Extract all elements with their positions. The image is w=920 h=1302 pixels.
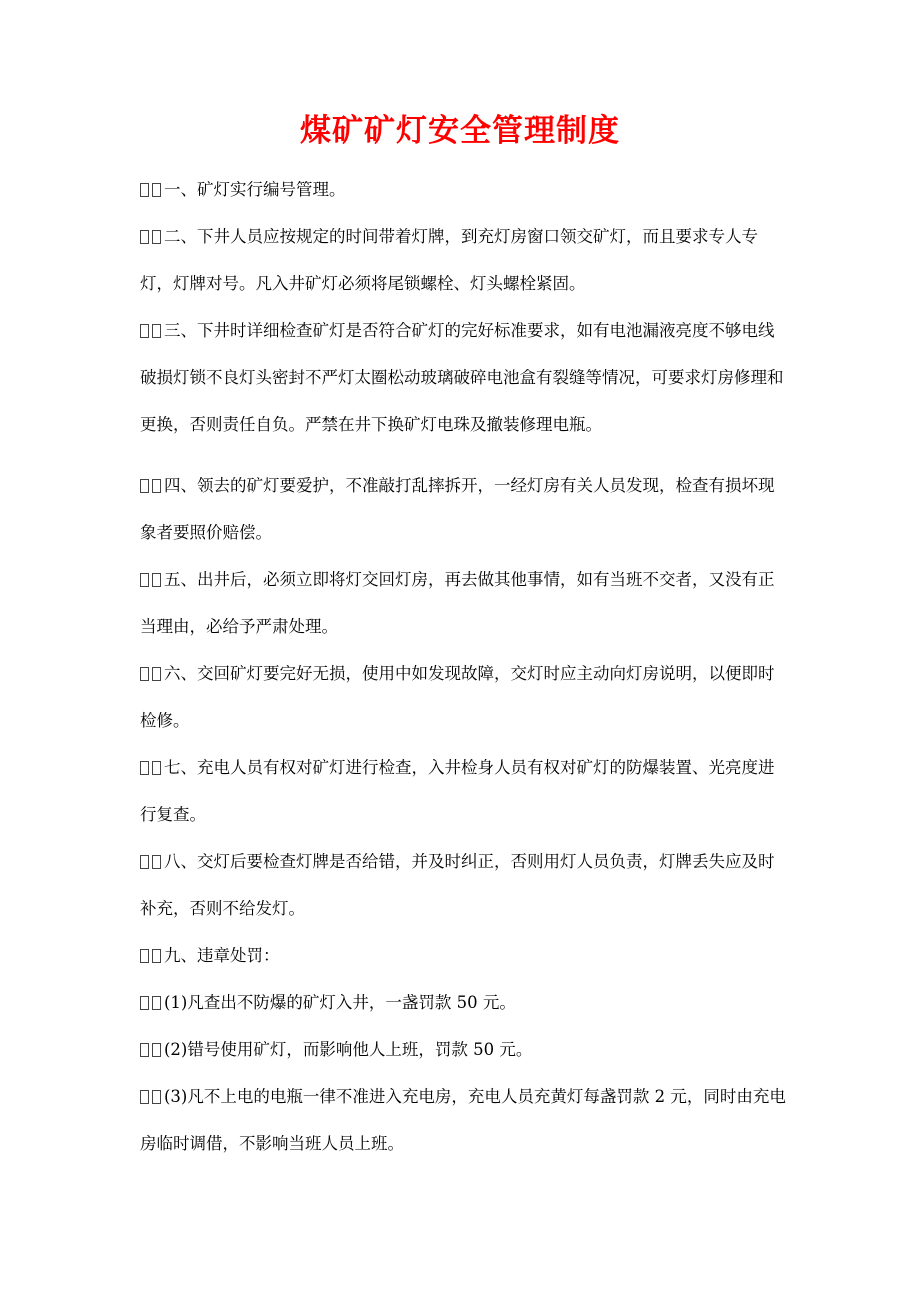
indent-placeholder-icon [140, 166, 164, 213]
paragraph-9-text: 九、违章处罚： [164, 946, 280, 965]
paragraph-8-text: 八、交灯后要检查灯牌是否给错，并及时纠正，否则用灯人员负责，灯牌丢失应及时补充，否则不给发灯。 [140, 852, 775, 918]
paragraph-6 [140, 650, 790, 744]
indent-placeholder-icon [140, 650, 164, 697]
paragraph-10-text: (1)凡查出不防爆的矿灯入井，一盏罚款 50 元。 [164, 993, 516, 1012]
paragraph-11-text: (2)错号使用矿灯，而影响他人上班，罚款 50 元。 [164, 1040, 533, 1059]
paragraph-4-text: 四、领去的矿灯要爱护，不准敲打乱摔拆开，一经灯房有关人员发现，检查有损坏现象者要照价赔偿。 [140, 476, 775, 542]
paragraph-2-text: 二、下井人员应按规定的时间带着灯牌，到充灯房窗口领交矿灯，而且要求专人专灯，灯牌对号。凡入井矿灯必须将尾锁螺栓、灯头螺栓紧固。 [140, 227, 758, 293]
indent-placeholder-icon [140, 462, 164, 509]
indent-placeholder-icon [140, 556, 164, 603]
paragraph-12-text: (3)凡不上电的电瓶一律不准进入充电房，充电人员充黄灯每盏罚款 2 元，同时由充电房临时调借，不影响当班人员上班。 [140, 1087, 786, 1153]
paragraph-8 [140, 838, 790, 932]
paragraph-6-text: 六、交回矿灯要完好无损，使用中如发现故障，交灯时应主动向灯房说明，以便即时检修。 [140, 664, 775, 730]
indent-placeholder-icon [140, 1073, 164, 1120]
indent-placeholder-icon [140, 979, 164, 1026]
paragraph-7 [140, 744, 790, 838]
indent-placeholder-icon [140, 213, 164, 260]
document-body [140, 166, 790, 1167]
paragraph-12 [140, 1073, 790, 1167]
paragraph-5 [140, 556, 790, 650]
paragraph-3 [140, 307, 790, 448]
paragraph-9 [140, 932, 790, 979]
paragraph-1 [140, 166, 790, 213]
paragraph-3-text: 三、下井时详细检查矿灯是否符合矿灯的完好标准要求，如有电池漏液亮度不够电线破损灯锁不良灯头密封不严灯太圈松动玻璃破碎电池盒有裂缝等情况，可要求灯房修理和更换，否则责任自负。严禁在井下换矿灯电珠及撤装修理电瓶。 [140, 321, 784, 434]
indent-placeholder-icon [140, 932, 164, 979]
indent-placeholder-icon [140, 307, 164, 354]
paragraph-7-text: 七、充电人员有权对矿灯进行检查，入井检身人员有权对矿灯的防爆装置、光亮度进行复查。 [140, 758, 775, 824]
indent-placeholder-icon [140, 838, 164, 885]
paragraph-11 [140, 1026, 790, 1073]
paragraph-5-text: 五、出井后，必须立即将灯交回灯房，再去做其他事情，如有当班不交者，又没有正当理由，必给予严肃处理。 [140, 570, 775, 636]
document-title: 煤矿矿灯安全管理制度 [300, 113, 620, 149]
paragraph-10 [140, 979, 790, 1026]
paragraph-4 [140, 462, 790, 556]
indent-placeholder-icon [140, 744, 164, 791]
indent-placeholder-icon [140, 1026, 164, 1073]
paragraph-1-text: 一、矿灯实行编号管理。 [164, 180, 346, 199]
paragraph-2 [140, 213, 790, 307]
